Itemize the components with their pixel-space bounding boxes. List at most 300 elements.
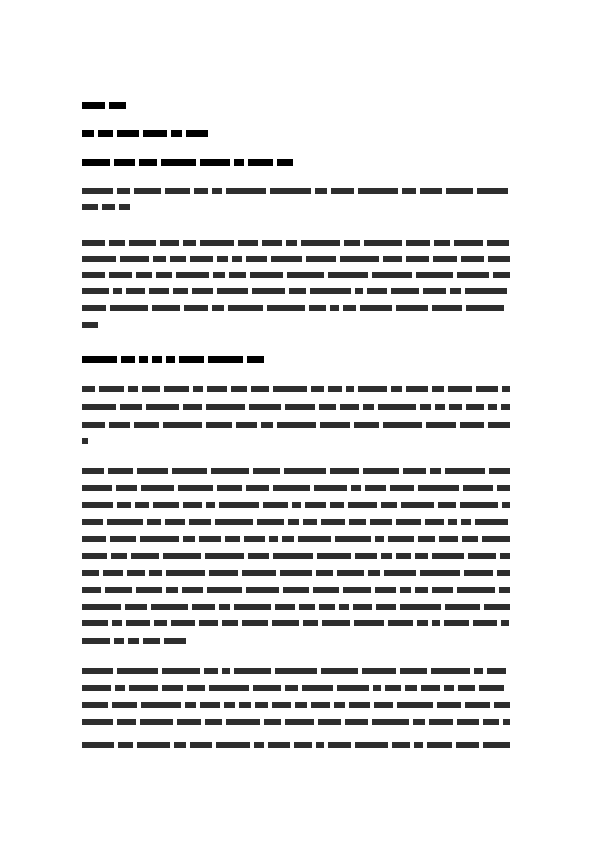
word-mark — [183, 536, 195, 542]
word-mark — [337, 570, 365, 576]
word-mark — [234, 159, 245, 166]
word-mark — [456, 742, 479, 748]
word-mark — [82, 502, 113, 508]
word-mark — [348, 502, 378, 508]
word-mark — [200, 240, 234, 246]
word-mark — [166, 587, 178, 593]
word-mark — [418, 485, 460, 491]
text-line — [82, 700, 514, 710]
word-mark — [457, 719, 479, 725]
text-line — [82, 636, 190, 646]
word-mark — [192, 604, 215, 610]
word-mark — [423, 288, 446, 294]
word-mark — [115, 685, 125, 691]
word-mark — [161, 159, 196, 166]
word-mark — [247, 356, 264, 363]
word-mark — [339, 604, 349, 610]
word-mark — [457, 587, 496, 593]
word-mark — [165, 519, 185, 525]
word-mark — [105, 587, 132, 593]
word-mark — [406, 256, 429, 262]
word-mark — [277, 422, 316, 428]
word-mark — [406, 386, 428, 392]
word-mark — [321, 519, 345, 525]
word-mark — [226, 188, 266, 194]
word-mark — [328, 742, 351, 748]
word-mark — [370, 519, 392, 525]
word-mark — [249, 404, 281, 410]
word-mark — [392, 742, 411, 748]
word-mark — [134, 422, 160, 428]
word-mark — [314, 485, 347, 491]
word-mark — [282, 536, 294, 542]
text-line — [82, 602, 514, 612]
word-mark — [328, 272, 369, 278]
word-mark — [253, 468, 280, 474]
word-mark — [139, 356, 148, 363]
word-mark — [236, 422, 258, 428]
word-mark — [340, 404, 360, 410]
word-mark — [129, 240, 156, 246]
word-mark — [493, 272, 510, 278]
text-line — [82, 740, 514, 750]
word-mark — [112, 702, 138, 708]
word-mark — [354, 620, 384, 626]
word-mark — [146, 404, 179, 410]
word-mark — [317, 553, 352, 559]
word-mark — [289, 288, 306, 294]
text-line — [82, 270, 514, 280]
word-mark — [234, 604, 272, 610]
word-mark — [482, 536, 510, 542]
word-mark — [156, 272, 172, 278]
word-mark — [499, 587, 510, 593]
word-mark — [170, 256, 186, 262]
word-mark — [444, 620, 469, 626]
word-mark — [173, 288, 188, 294]
word-mark — [476, 386, 498, 392]
word-mark — [355, 553, 377, 559]
word-mark — [208, 356, 243, 363]
word-mark — [415, 587, 428, 593]
word-mark — [192, 288, 213, 294]
word-mark — [381, 502, 397, 508]
word-mark — [460, 502, 499, 508]
word-mark — [117, 502, 131, 508]
word-mark — [334, 702, 345, 708]
word-mark — [137, 468, 169, 474]
word-mark — [331, 188, 354, 194]
word-mark — [252, 288, 285, 294]
word-mark — [497, 570, 510, 576]
word-mark — [217, 288, 248, 294]
word-mark — [183, 502, 202, 508]
word-mark — [219, 502, 260, 508]
word-mark — [383, 256, 402, 262]
word-mark — [273, 485, 311, 491]
word-mark — [112, 620, 122, 626]
word-mark — [183, 240, 196, 246]
word-mark — [487, 240, 509, 246]
word-mark — [82, 719, 113, 725]
word-mark — [248, 159, 273, 166]
word-mark — [162, 668, 200, 674]
word-mark — [207, 386, 227, 392]
word-mark — [432, 305, 462, 311]
word-mark — [322, 620, 350, 626]
word-mark — [363, 468, 399, 474]
text-line — [82, 128, 212, 138]
word-mark — [305, 502, 326, 508]
word-mark — [288, 519, 299, 525]
word-mark — [368, 570, 380, 576]
word-mark — [301, 240, 340, 246]
word-mark — [119, 204, 130, 210]
text-line — [82, 666, 514, 676]
word-mark — [253, 685, 281, 691]
word-mark — [302, 685, 333, 691]
word-mark — [384, 570, 416, 576]
word-mark — [206, 422, 232, 428]
word-mark — [153, 256, 166, 262]
word-mark — [427, 742, 452, 748]
word-mark — [310, 288, 351, 294]
word-mark — [141, 485, 175, 491]
word-mark — [147, 519, 161, 525]
word-mark — [153, 502, 179, 508]
word-mark — [149, 570, 162, 576]
word-mark — [484, 604, 510, 610]
word-mark — [465, 702, 491, 708]
word-mark — [114, 159, 136, 166]
word-mark — [444, 685, 454, 691]
word-mark — [313, 587, 339, 593]
word-mark — [128, 638, 139, 644]
word-mark — [489, 468, 510, 474]
word-mark — [184, 305, 208, 311]
word-mark — [494, 702, 510, 708]
word-mark — [284, 468, 326, 474]
word-mark — [355, 742, 388, 748]
word-mark — [251, 386, 269, 392]
word-mark — [200, 702, 220, 708]
word-mark — [176, 272, 209, 278]
word-mark — [299, 604, 315, 610]
word-mark — [354, 422, 379, 428]
word-mark — [213, 272, 225, 278]
word-mark — [432, 620, 440, 626]
word-mark — [375, 587, 396, 593]
word-mark — [82, 485, 112, 491]
word-mark — [309, 305, 326, 311]
word-mark — [127, 570, 146, 576]
word-mark — [335, 536, 372, 542]
word-mark — [103, 570, 123, 576]
word-mark — [99, 386, 124, 392]
word-mark — [120, 404, 143, 410]
word-mark — [109, 240, 125, 246]
word-mark — [349, 702, 371, 708]
word-mark — [140, 719, 173, 725]
word-mark — [82, 468, 104, 474]
word-mark — [373, 685, 381, 691]
word-mark — [365, 485, 386, 491]
word-mark — [420, 570, 461, 576]
word-mark — [345, 719, 369, 725]
text-line — [82, 420, 514, 430]
word-mark — [232, 256, 242, 262]
word-mark — [224, 702, 235, 708]
word-mark — [275, 604, 295, 610]
word-mark — [344, 240, 360, 246]
word-mark — [320, 422, 351, 428]
word-mark — [151, 604, 188, 610]
word-mark — [109, 422, 130, 428]
word-mark — [82, 587, 101, 593]
word-mark — [316, 570, 333, 576]
word-mark — [463, 485, 493, 491]
word-mark — [113, 288, 122, 294]
word-mark — [137, 742, 170, 748]
word-mark — [109, 102, 126, 109]
word-mark — [372, 719, 409, 725]
text-line — [82, 483, 514, 493]
word-mark — [437, 702, 461, 708]
word-mark — [434, 240, 450, 246]
text-line — [82, 320, 106, 330]
word-mark — [187, 685, 205, 691]
word-mark — [82, 288, 109, 294]
text-line — [82, 500, 514, 510]
word-mark — [415, 553, 428, 559]
word-mark — [82, 668, 113, 674]
word-mark — [118, 742, 133, 748]
word-mark — [446, 188, 473, 194]
word-mark — [82, 102, 105, 109]
text-line — [82, 384, 514, 394]
text-line — [82, 717, 514, 727]
text-line — [82, 303, 514, 313]
word-mark — [461, 256, 484, 262]
word-mark — [82, 553, 107, 559]
word-mark — [261, 422, 273, 428]
word-mark — [430, 468, 441, 474]
text-line — [82, 202, 134, 212]
word-mark — [488, 422, 510, 428]
word-mark — [226, 719, 261, 725]
word-mark — [466, 305, 504, 311]
word-mark — [449, 404, 463, 410]
word-mark — [397, 702, 433, 708]
word-mark — [199, 620, 218, 626]
word-mark — [234, 668, 271, 674]
word-mark — [143, 130, 167, 137]
word-mark — [82, 130, 94, 137]
word-mark — [388, 536, 414, 542]
word-mark — [315, 188, 327, 194]
word-mark — [257, 519, 284, 525]
word-mark — [367, 288, 387, 294]
word-mark — [140, 536, 179, 542]
word-mark — [209, 570, 238, 576]
text-line — [82, 186, 514, 196]
word-mark — [152, 356, 163, 363]
text-line — [82, 517, 514, 527]
word-mark — [391, 386, 402, 392]
word-mark — [82, 438, 88, 444]
word-mark — [303, 620, 318, 626]
word-mark — [483, 742, 510, 748]
word-mark — [209, 685, 249, 691]
word-mark — [355, 288, 363, 294]
word-mark — [163, 422, 202, 428]
word-mark — [166, 570, 205, 576]
word-mark — [396, 519, 421, 525]
word-mark — [432, 553, 465, 559]
word-mark — [363, 404, 374, 410]
word-mark — [242, 570, 277, 576]
word-mark — [454, 240, 483, 246]
word-mark — [321, 668, 358, 674]
text-line — [82, 683, 514, 693]
word-mark — [417, 620, 428, 626]
word-mark — [126, 620, 150, 626]
word-mark — [362, 668, 396, 674]
word-mark — [272, 702, 291, 708]
word-mark — [298, 536, 331, 542]
word-mark — [82, 702, 108, 708]
word-mark — [432, 587, 453, 593]
word-mark — [131, 553, 160, 559]
word-mark — [262, 240, 282, 246]
word-mark — [189, 519, 211, 525]
word-mark — [82, 204, 98, 210]
word-mark — [110, 305, 148, 311]
word-mark — [416, 272, 453, 278]
word-mark — [403, 468, 426, 474]
word-mark — [343, 305, 356, 311]
word-mark — [502, 386, 510, 392]
word-mark — [246, 587, 279, 593]
word-mark — [193, 386, 203, 392]
word-mark — [420, 188, 442, 194]
word-mark — [420, 404, 431, 410]
word-mark — [330, 468, 360, 474]
word-mark — [135, 502, 150, 508]
word-mark — [445, 604, 481, 610]
word-mark — [162, 685, 183, 691]
word-mark — [374, 702, 393, 708]
word-mark — [396, 305, 428, 311]
word-mark — [330, 502, 344, 508]
word-mark — [163, 553, 201, 559]
word-mark — [402, 188, 416, 194]
word-mark — [337, 685, 369, 691]
word-mark — [280, 570, 312, 576]
word-mark — [272, 620, 299, 626]
word-mark — [107, 519, 143, 525]
text-line — [82, 585, 514, 595]
word-mark — [406, 240, 430, 246]
word-mark — [117, 719, 137, 725]
word-mark — [501, 404, 510, 410]
word-mark — [401, 502, 434, 508]
word-mark — [142, 386, 160, 392]
word-mark — [418, 536, 435, 542]
word-mark — [204, 668, 218, 674]
word-mark — [328, 386, 342, 392]
word-mark — [82, 272, 105, 278]
word-mark — [194, 188, 208, 194]
word-mark — [82, 685, 111, 691]
word-mark — [82, 188, 113, 194]
word-mark — [487, 668, 506, 674]
word-mark — [303, 519, 317, 525]
word-mark — [375, 536, 384, 542]
text-line — [82, 157, 297, 167]
word-mark — [462, 536, 478, 542]
word-mark — [246, 485, 269, 491]
word-mark — [206, 404, 246, 410]
word-mark — [254, 742, 264, 748]
text-line — [82, 618, 514, 628]
word-mark — [225, 536, 241, 542]
word-mark — [429, 719, 454, 725]
word-mark — [217, 485, 242, 491]
word-mark — [185, 702, 196, 708]
word-mark — [425, 519, 444, 525]
word-mark — [360, 305, 392, 311]
word-mark — [231, 386, 247, 392]
word-mark — [82, 386, 95, 392]
word-mark — [435, 404, 445, 410]
word-mark — [136, 272, 153, 278]
word-mark — [109, 272, 132, 278]
text-line — [82, 466, 514, 476]
word-mark — [117, 668, 158, 674]
word-mark — [179, 356, 204, 363]
word-mark — [82, 604, 121, 610]
word-mark — [474, 668, 483, 674]
word-mark — [82, 570, 99, 576]
word-mark — [246, 256, 268, 262]
word-mark — [205, 719, 222, 725]
word-mark — [468, 553, 496, 559]
word-mark — [160, 240, 179, 246]
word-mark — [458, 685, 475, 691]
word-mark — [431, 668, 470, 674]
word-mark — [448, 519, 457, 525]
word-mark — [340, 256, 380, 262]
word-mark — [134, 188, 161, 194]
word-mark — [199, 536, 221, 542]
word-mark — [154, 620, 167, 626]
word-mark — [311, 702, 330, 708]
word-mark — [164, 386, 189, 392]
word-mark — [206, 502, 215, 508]
word-mark — [268, 742, 290, 748]
word-mark — [383, 422, 422, 428]
word-mark — [183, 404, 202, 410]
word-mark — [229, 272, 246, 278]
word-mark — [285, 404, 315, 410]
word-mark — [200, 159, 230, 166]
word-mark — [479, 685, 504, 691]
word-mark — [102, 204, 115, 210]
word-mark — [255, 702, 268, 708]
word-mark — [448, 386, 472, 392]
word-mark — [414, 742, 423, 748]
